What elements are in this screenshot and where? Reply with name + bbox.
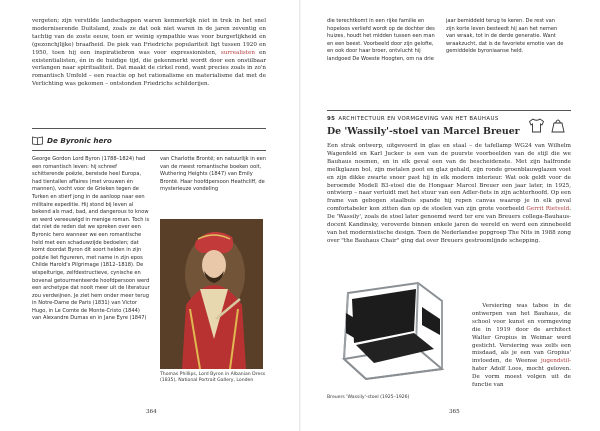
section-top-rule <box>327 110 571 111</box>
book-icon <box>32 136 43 145</box>
shirt-icon <box>528 118 545 133</box>
article-body-top: Een strak ontwerp, uitgevoerd in glas en staal – de tafellamp WG24 van Wilhelm Wagenfeld en Karl Jucker is een van de puurste voorbeelden van de stijl die we Bauhaus noemen, en in elk geval een van de bescheidenste. Met zijn halfronde melkglazen bol, zijn metalen poot en glaz gehald, zijn ronde groenblauwglazen voet en zijn dikke zwarte snoer past hij in elk modern interieur. Wat ook geldt voor de beroemde Modell B3-stoel die de Hongaar Marcel Breuer een jaar later, in 1925, ontwierp – naar verluidt met het stuur van een Adler-fiets in zijn achterhoofd. Op een frame van gebogen staalbuis spande hij repen canvas waarop je in elk geval comfortabeler kon zitten dan op de stoelen van zijn grote voorbeeld Gerrit Rietveld. De 'Wassily', zoals de stoel later genoemd werd ter ere van Breuers collega-Bauhaus-docent Kandinsky, veroverde binnen enkele jaren de wereld en werd een zinnebeeld van het modernistische design. Toen de Nederlandse popgroep The Nits in 1988 zong over "the Bauhaus Chair" ging dat over Breuers gestroomlijnde schepping. <box>327 143 571 244</box>
link-jugendstil[interactable]: jugendstil <box>541 358 570 365</box>
article-body-side: Versiering was taboe in de ontwerpen van het Bauhaus, de school voor kunst en vormgeving die in 1919 door de architect Walter Gropius in Weimar werd gesticht. Versiering was zelfs een misdaad, als je een van Gropius' invloeden, de Weense jugendstil-hater Adolf Loos, mocht geloven. De vorm moest volgen uit de functie van <box>472 303 572 389</box>
link-surrealisten[interactable]: surrealisten <box>220 49 255 56</box>
box-column-2: van Charlotte Brontë; en natuurlijk in een van de meest romantische boeken ooit, Wuthering Heights (1847) van Emily Brontë. Haar hoofdpersoon Heathcliff, de mysterieuze vondeling <box>160 156 266 193</box>
byron-portrait <box>160 219 263 369</box>
portrait-caption: Thomas Phillips, Lord Byron in Albanian Dress (1835), National Portrait Gallery, Londen <box>160 372 266 384</box>
portrait-illustration <box>160 219 263 369</box>
section-heading: De 'Wassily'-stoel van Marcel Breuer <box>327 126 520 137</box>
box-title-rule <box>32 150 266 151</box>
continued-column-b: jaar bemiddeld terug te keren. De rest van zijn korte leven besteedt hij aan het nemen van wraak, tot in de derde generatie. Want wraakzucht, dat is de favoriete emotie van de gemiddelde byroniaanse held. <box>446 18 564 55</box>
continued-column-a: die terechtkomt in een rijke familie en hopeloos verliefd wordt op de dochter des huizes, houdt het midden tussen een man en een beest. Voorbeeld door zijn gelofte, en ook door haar broer, ontvlucht hij landgoed De Woeste Hoogten, om na drie <box>327 18 435 62</box>
intro-paragraph: vergeten; zijn verstilde landschappen waren kenmerkijk niet in trek in het snel moderniserende Duitsland, zoals ze dat ook niet waren in de jaren zeventig en tachtig van de zoste eeuw, toen er weinig sympathie was voor burgerlijkheid en (gezonchjlijke) braafheid. De piek van Friedrichs populariteit ligt tussen 1920 en 1950, toen hij een inspiratiebron was voor expressionisten, surrealisten en existentialisten, én in de huidige tijd, die gekenmerkt wordt door een onstilbaar verlangen naar spiritualiteit. Dat maakt de cirkel rond, want precies zoals in zo'n romantisch Umfeld – een reactie op het rationalisme en materialisme dat met de Verlichting was gekomen – ontstonden Friedrichs schilderijen. <box>32 18 267 88</box>
bag-icon <box>550 117 566 133</box>
box-heading <box>32 136 112 145</box>
page-number-left: 364 <box>146 409 157 415</box>
wassily-chair-image <box>330 273 462 391</box>
section-label <box>327 116 499 122</box>
chair-caption: Breuers 'Wassily'-stoel (1925–1926) <box>327 395 410 400</box>
page-number-right: 365 <box>449 409 460 415</box>
box-column-1: George Gordon Lord Byron (1788–1824) had een romantisch leven: hij schreef schitterende poëzie, bereisde heel Europa, had tientallen affaires (met vrouwen én mannen), vocht voor de Grieken tegen de Turken en stierf jong in de aanloop naar een militaire expeditie. Hij stond bij leven al bekend als mad, bad, and dangerous to know en werd vereeuwigd in menige roman. Toch is dat niet de reden dat we spreken over een Byronic hero wanneer we een romantische held met een schaduwzijde bedoelen; dat komt doordat Byron dit soort helden in zijn poëzie liet figureren, met name in zijn epos Childe Harold's Pilgrimage (1812–1818). De wispelturige, zelfdestructieve, cynische en bovenal getourmenteerde hoofdpersoon werd een archetype dat nooit meer uit de literatuur zou verdwijnen. Je ziet hem onder meer terug in Notre-Dame de Paris (1831) van Victor Hugo, in Le Comte de Monte-Cristo (1844) van Alexandre Dumas en in Jane Eyre (1847) <box>32 156 150 322</box>
box-top-rule <box>32 128 266 129</box>
section-number: 95 <box>327 116 336 122</box>
section-title: ARCHITECTUUR EN VORMGEVING VAN HET BAUHAUS <box>338 116 499 122</box>
link-gerrit-rietveld[interactable]: Gerrit Rietveld <box>526 206 570 213</box>
box-title: De Byronic hero <box>47 136 112 145</box>
